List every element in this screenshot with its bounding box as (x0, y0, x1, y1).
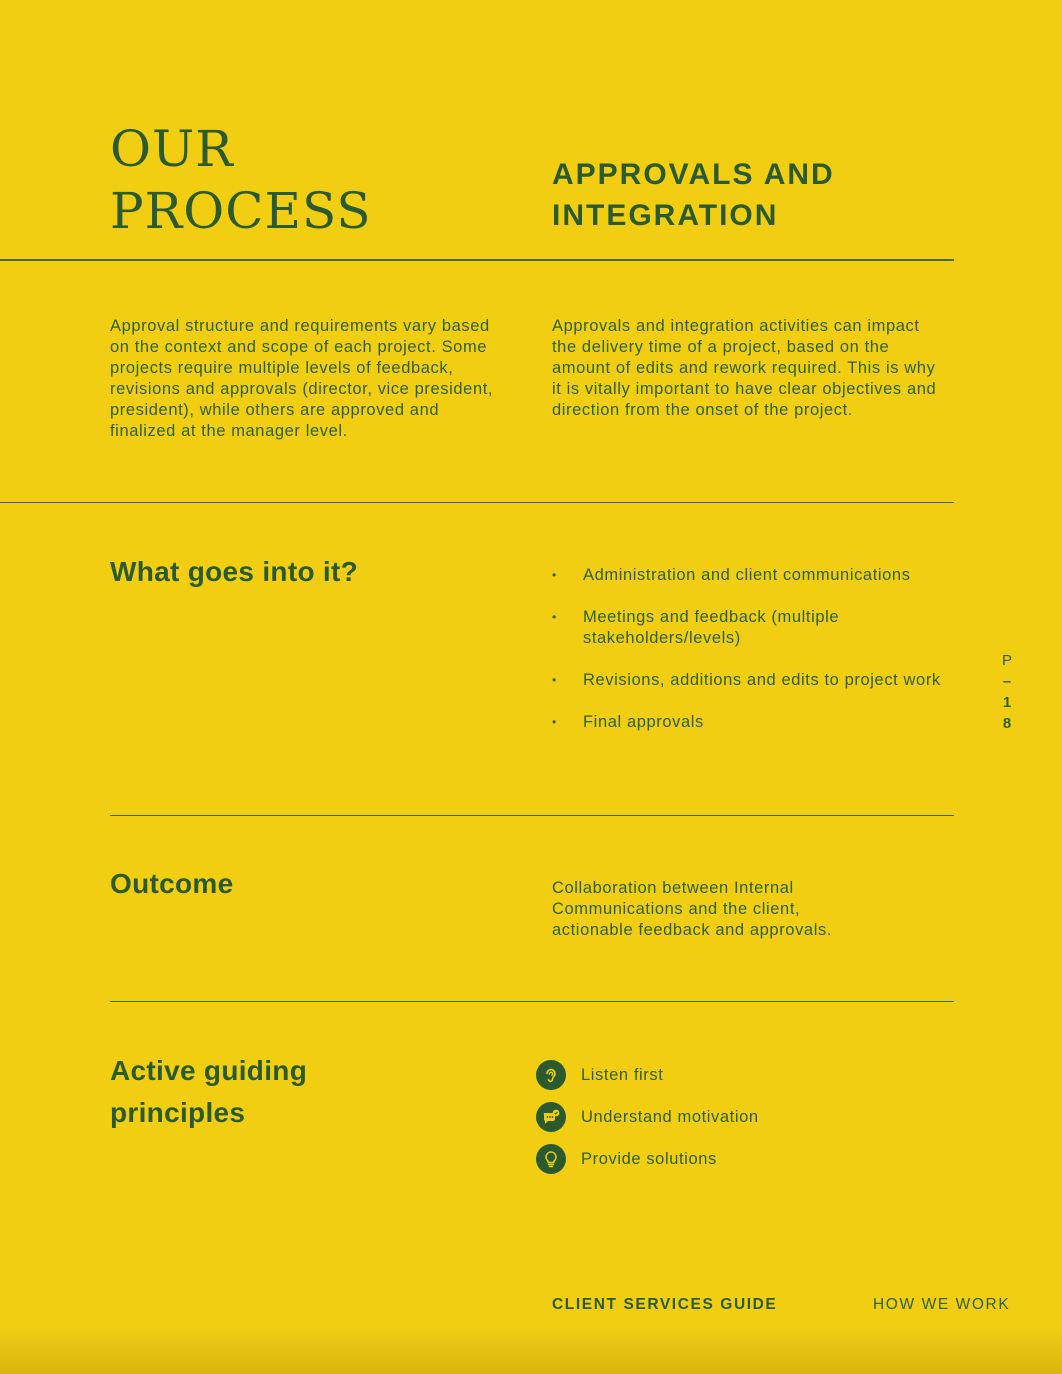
page-number-digit2: 8 (1002, 715, 1012, 732)
lightbulb-icon (536, 1144, 566, 1174)
page-number (1000, 650, 1014, 734)
section-subtitle (552, 154, 835, 236)
intro-right-paragraph: Approvals and integration activities can impact the delivery time of a project, based on the amount of edits and rework required. This is why it is vitally important to have clear objectives and direction from the onset of the project. (552, 317, 937, 419)
intro-left-paragraph: Approval structure and requirements vary based on the context and scope of each project. Some projects require multiple levels of feedback, revisions and approvals (director, vice president, president), while others are approved and finalized at the manager level. (110, 317, 494, 440)
page-title (110, 118, 372, 242)
header-divider (0, 259, 954, 261)
bullet-icon: • (552, 673, 557, 687)
what-goes-in-divider (110, 815, 954, 816)
list-item (552, 565, 962, 586)
principle-item-provide (536, 1144, 717, 1174)
footer-guide-title: CLIENT SERVICES GUIDE (552, 1296, 778, 1313)
section-subtitle-line2: INTEGRATION (552, 199, 779, 232)
list-item-text: Meetings and feedback (multiple stakeholders/levels) (583, 608, 840, 647)
chat-bubble-icon (536, 1102, 566, 1132)
page-number-dash: – (1002, 673, 1012, 690)
page-title-line2: PROCESS (110, 182, 372, 240)
page-number-prefix: P (1001, 652, 1012, 669)
page-title-line1: OUR (110, 120, 234, 178)
outcome-divider (110, 1001, 954, 1002)
bullet-icon: • (552, 568, 557, 582)
outcome-heading: Outcome (110, 868, 234, 899)
principles-heading (110, 1050, 307, 1134)
footer-section-title: HOW WE WORK (873, 1296, 1011, 1313)
what-goes-in-list (552, 565, 962, 754)
what-goes-in-heading: What goes into it? (110, 556, 359, 587)
principles-heading-line2: principles (110, 1097, 246, 1128)
list-item-text: Administration and client communications (583, 566, 911, 584)
bullet-icon: • (552, 610, 557, 624)
list-item-text: Final approvals (583, 713, 704, 731)
bottom-shadow (0, 1326, 1062, 1374)
list-item-text: Revisions, additions and edits to project work (583, 671, 941, 689)
list-item (552, 670, 962, 691)
page-number-digit1: 1 (1002, 694, 1012, 711)
list-item (552, 607, 962, 649)
outcome-paragraph: Collaboration between Internal Communications and the client, actionable feedback and approvals. (552, 879, 833, 939)
intro-divider (0, 502, 954, 503)
ear-icon (536, 1060, 566, 1090)
principles-heading-line1: Active guiding (110, 1055, 308, 1086)
principle-label: Listen first (581, 1065, 664, 1084)
principle-label: Understand motivation (581, 1107, 759, 1126)
principle-label: Provide solutions (581, 1149, 717, 1168)
principle-item-understand (536, 1102, 759, 1132)
list-item (552, 712, 962, 733)
principle-item-listen (536, 1060, 663, 1090)
section-subtitle-line1: APPROVALS AND (552, 158, 835, 191)
bullet-icon: • (552, 715, 557, 729)
